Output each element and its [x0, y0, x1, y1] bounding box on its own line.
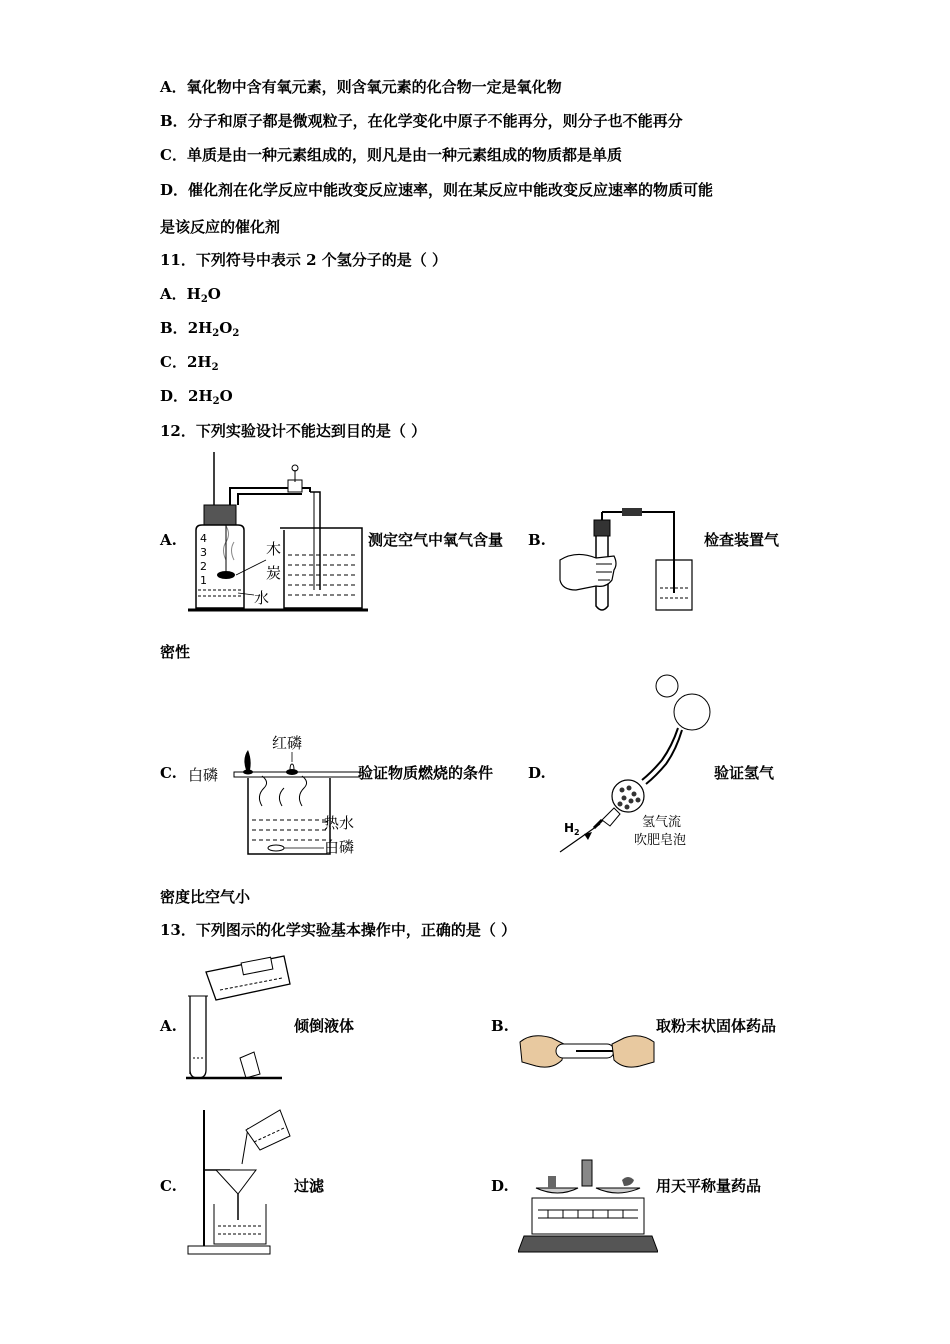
label-mu: 木: [266, 540, 282, 558]
q13-c-filtration-figure: [186, 1108, 292, 1256]
q11-option-a: A．$H_2O$: [160, 285, 221, 305]
q12-b-airtightness-apparatus: [556, 498, 696, 616]
tick-4: 4: [200, 532, 207, 545]
q12-stem: 12．下列实验设计不能达到目的是（ ）: [160, 422, 427, 440]
q12-option-b-text-cont: 密性: [160, 643, 191, 661]
q12-option-d-text: 验证氢气: [714, 764, 775, 782]
q10-option-a: A．氧化物中含有氧元素，则含氧元素的化合物一定是氧化物: [160, 78, 562, 96]
q12-c-combustion-apparatus: [186, 728, 366, 858]
q13-option-a-text: 倾倒液体: [294, 1017, 355, 1035]
q13-option-d-label: D.: [491, 1177, 509, 1195]
q13-option-a-label: A.: [160, 1017, 177, 1035]
q13-option-c-text: 过滤: [294, 1177, 325, 1195]
q12-option-d-text-cont: 密度比空气小: [160, 888, 251, 906]
q10-option-b: B．分子和原子都是微观粒子，在化学变化中原子不能再分，则分子也不能再分: [160, 112, 683, 130]
q13-b-powder-figure: [516, 1022, 658, 1080]
q12-option-a-text: 测定空气中氧气含量: [368, 531, 504, 549]
q12-option-b-label: B.: [528, 531, 546, 549]
q12-option-b-text: 检查装置气: [704, 531, 780, 549]
q13-option-d-text: 用天平称量药品: [656, 1177, 762, 1195]
label-hot-water: 热水: [324, 814, 355, 832]
q13-option-c-label: C.: [160, 1177, 177, 1195]
q12-option-c-label: C.: [160, 764, 177, 782]
q12-option-a-label: A.: [160, 531, 177, 549]
q12-d-hydrogen-bubble-apparatus: [554, 668, 724, 858]
q12-a-oxygen-apparatus: [188, 450, 368, 615]
q10-option-d-line2: 是该反应的催化剂: [160, 218, 281, 236]
q11-stem: 11．下列符号中表示 2 个氢分子的是（ ）: [160, 251, 447, 269]
label-white-p: 白磷: [188, 766, 219, 784]
q11-option-c: C．$2H_2$: [160, 353, 219, 373]
label-white-p2: 白磷: [324, 838, 355, 856]
q13-option-b-label: B.: [491, 1017, 509, 1035]
tick-3: 3: [200, 546, 207, 559]
q11-option-b: B．$2H_2O_2$: [160, 319, 240, 339]
label-blow-bubble: 吹肥皂泡: [634, 833, 687, 848]
q10-option-c: C．单质是由一种元素组成的，则凡是由一种元素组成的物质都是单质: [160, 146, 622, 164]
label-red-p: 红磷: [272, 734, 303, 752]
tick-1: 1: [200, 574, 207, 587]
q12-option-d-label: D.: [528, 764, 546, 782]
q11-option-d: D．$2H_2O$: [160, 387, 233, 407]
label-h2: $H_2$: [564, 821, 580, 837]
q12-option-c-text: 验证物质燃烧的条件: [358, 764, 494, 782]
q13-a-pour-liquid-figure: [186, 950, 296, 1082]
tick-2: 2: [200, 560, 207, 573]
q13-option-b-text: 取粉末状固体药品: [656, 1017, 777, 1035]
q13-d-balance-figure: [518, 1158, 658, 1256]
label-tan: 炭: [266, 564, 282, 582]
q10-option-d-line1: D．催化剂在化学反应中能改变反应速率，则在某反应中能改变反应速率的物质可能: [160, 181, 714, 199]
label-water: 水: [254, 589, 270, 607]
label-h2-flow: 氢气流: [642, 815, 682, 830]
q13-stem: 13．下列图示的化学实验基本操作中，正确的是（ ）: [160, 921, 517, 939]
